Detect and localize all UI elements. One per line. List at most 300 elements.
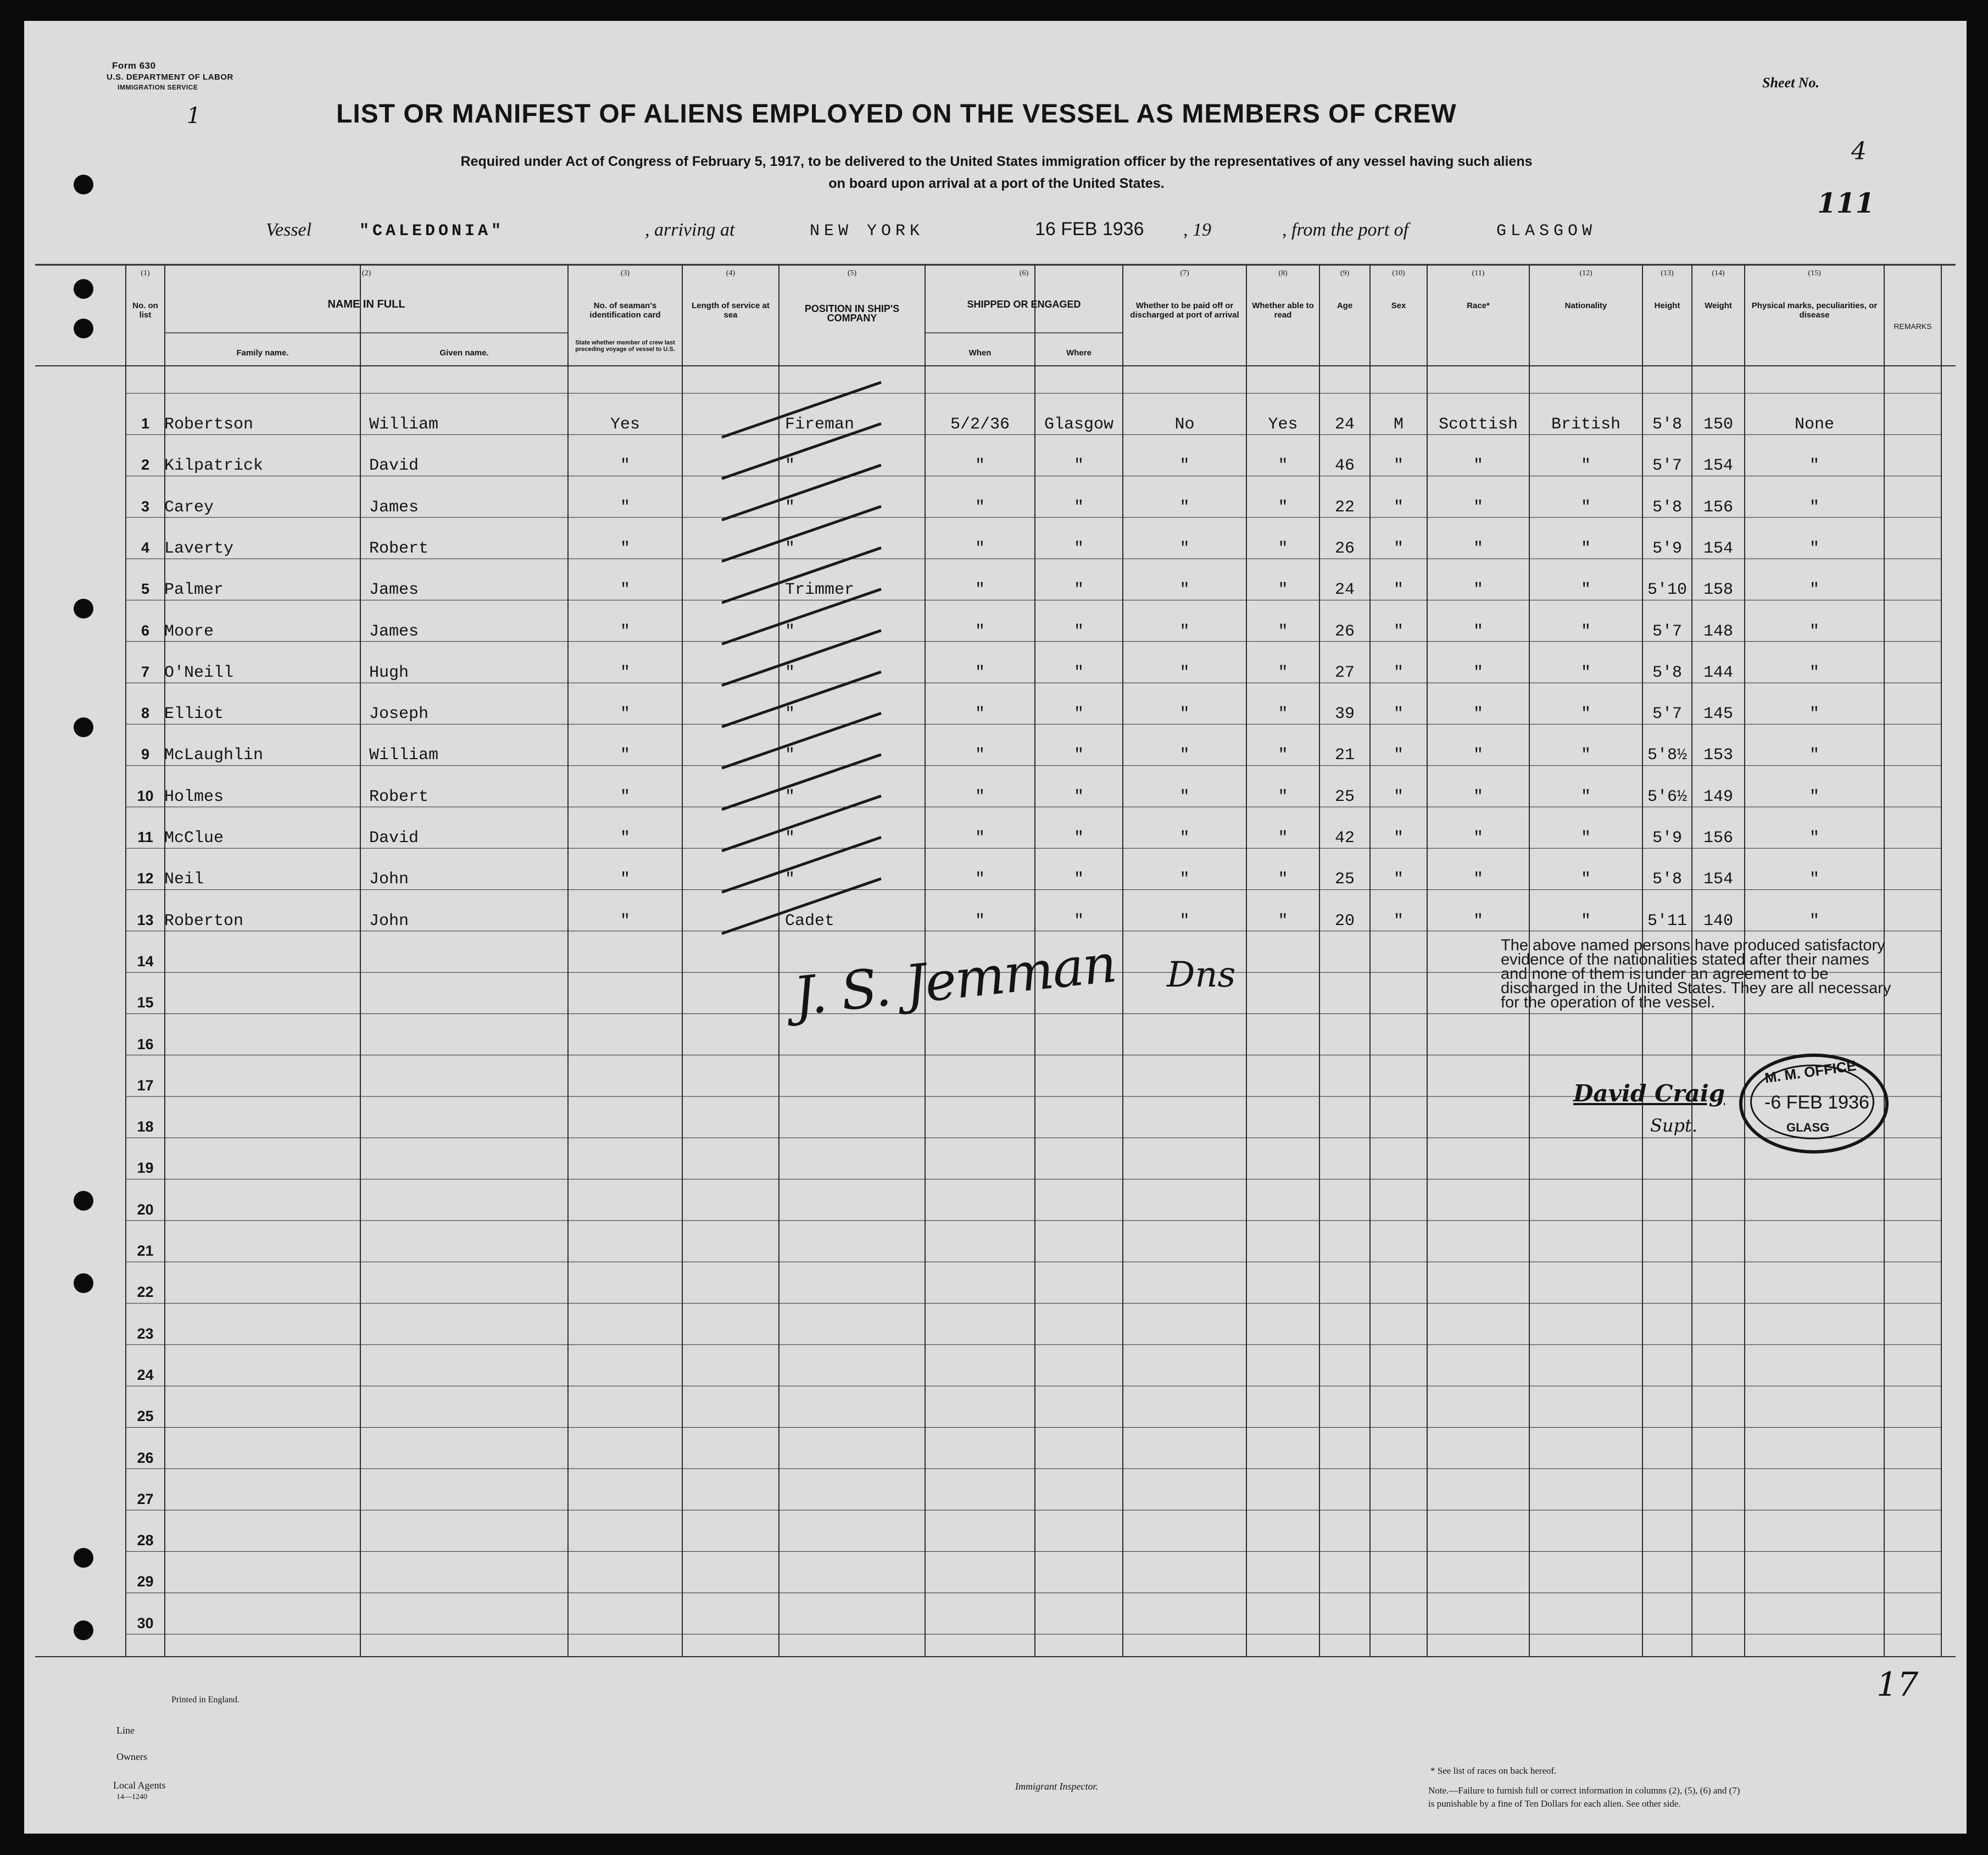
cell-prev: " <box>620 456 630 476</box>
officer-signature: David Craig <box>1573 1080 1725 1107</box>
cell-nat: " <box>1580 581 1591 600</box>
cell-race: " <box>1473 581 1483 600</box>
cell-when: " <box>974 539 985 558</box>
cell-paid: " <box>1179 911 1190 931</box>
column-header: No. on list <box>132 301 158 320</box>
cell-where: " <box>1073 456 1084 476</box>
cell-read: " <box>1278 581 1288 600</box>
row-number: 4 <box>141 539 150 556</box>
cell-sex: M <box>1393 415 1404 434</box>
cell-weight: 149 <box>1703 787 1733 806</box>
cell-sex: " <box>1393 539 1404 558</box>
cell-marks: " <box>1809 581 1819 600</box>
cell-read: " <box>1278 663 1288 682</box>
cell-when: " <box>974 622 985 641</box>
cell-where: " <box>1073 870 1084 889</box>
row-number: 29 <box>137 1573 154 1590</box>
cell-given: Robert <box>369 539 429 558</box>
row-number: 16 <box>137 1035 154 1052</box>
cell-paid: " <box>1179 870 1190 889</box>
sheet-label: Sheet No. <box>1762 75 1819 91</box>
from-label: , from the port of <box>1282 220 1409 240</box>
cell-nat: British <box>1551 415 1621 434</box>
cell-when: " <box>974 705 985 724</box>
printed-note: Printed in England. <box>171 1695 240 1704</box>
cell-age: 21 <box>1334 746 1355 765</box>
punch-hole <box>74 175 93 194</box>
cell-weight: 150 <box>1703 415 1733 434</box>
cell-sex: " <box>1393 498 1404 517</box>
cell-when: " <box>974 746 985 765</box>
cell-family: Neil <box>164 870 204 889</box>
column-number: (4) <box>726 269 736 277</box>
cell-where: " <box>1073 829 1084 848</box>
cell-family: Carey <box>164 498 214 517</box>
cell-marks: " <box>1809 746 1819 765</box>
cell-marks: " <box>1809 539 1819 558</box>
cell-age: 27 <box>1334 663 1355 682</box>
cell-weight: 154 <box>1703 456 1733 476</box>
cell-position: " <box>785 622 795 641</box>
cell-position: " <box>785 870 795 889</box>
cell-height: 5'8 <box>1652 498 1682 517</box>
row-number: 5 <box>141 581 150 598</box>
cell-where: " <box>1073 539 1084 558</box>
cell-position: " <box>785 829 795 848</box>
cell-where: " <box>1073 498 1084 517</box>
penalty-note-2: is punishable by a fine of Ten Dollars for each alien. See other side. <box>1428 1798 1681 1809</box>
punch-hole <box>74 1273 93 1293</box>
cell-weight: 156 <box>1703 829 1733 848</box>
cell-position: " <box>785 705 795 724</box>
cell-nat: " <box>1580 705 1591 724</box>
cell-position: " <box>785 456 795 476</box>
subheader-when: When <box>968 348 992 358</box>
manifest-sheet <box>24 21 1967 1834</box>
cell-prev: " <box>620 829 630 848</box>
cell-sex: " <box>1393 622 1404 641</box>
cell-sex: " <box>1393 787 1404 806</box>
row-number: 3 <box>141 498 150 515</box>
cell-prev: " <box>620 787 630 806</box>
cell-when: " <box>974 870 985 889</box>
row-number: 30 <box>137 1614 154 1631</box>
cell-height: 5'9 <box>1652 829 1682 848</box>
cell-read: " <box>1278 829 1288 848</box>
row-number: 21 <box>137 1243 154 1259</box>
cell-sex: " <box>1393 663 1404 682</box>
cell-marks: " <box>1809 663 1819 682</box>
column-header: No. of seaman's identification card <box>589 301 661 320</box>
column-number: (8) <box>1278 269 1288 277</box>
cell-nat: " <box>1580 539 1591 558</box>
cell-where: " <box>1073 787 1084 806</box>
cell-age: 26 <box>1334 539 1355 558</box>
cell-marks: " <box>1809 622 1819 641</box>
cell-read: " <box>1278 787 1288 806</box>
row-number: 11 <box>137 829 153 845</box>
cell-prev: " <box>620 705 630 724</box>
cell-read: " <box>1278 746 1288 765</box>
cell-nat: " <box>1580 829 1591 848</box>
cell-paid: " <box>1179 787 1190 806</box>
column-note: State whether member of crew last preceding voyage of vessel to U.S. <box>575 339 675 353</box>
cell-age: 39 <box>1334 705 1355 724</box>
page-number: 17 <box>1876 1665 1919 1704</box>
cell-where: " <box>1073 705 1084 724</box>
cell-prev: " <box>620 911 630 931</box>
cell-read: " <box>1278 870 1288 889</box>
column-number: (15) <box>1808 269 1821 277</box>
cell-nat: " <box>1580 911 1591 931</box>
cell-age: 24 <box>1334 581 1355 600</box>
cell-weight: 158 <box>1703 581 1733 600</box>
cell-race: " <box>1473 829 1483 848</box>
owners-label: Owners <box>116 1751 147 1762</box>
year-label: , 19 <box>1183 220 1211 240</box>
cell-age: 22 <box>1334 498 1355 517</box>
cell-paid: " <box>1179 663 1190 682</box>
cell-nat: " <box>1580 746 1591 765</box>
cell-given: William <box>369 415 439 434</box>
punch-hole <box>74 319 93 338</box>
cell-race: " <box>1473 746 1483 765</box>
cell-family: Holmes <box>164 787 224 806</box>
cell-paid: " <box>1179 498 1190 517</box>
cell-where: " <box>1073 746 1084 765</box>
cell-given: James <box>369 498 419 517</box>
page-title: LIST OR MANIFEST OF ALIENS EMPLOYED ON THE VESSEL AS MEMBERS OF CREW <box>336 99 1457 129</box>
cell-age: 42 <box>1334 829 1355 848</box>
column-header: Nationality <box>1564 301 1607 310</box>
stamp-date: -6 FEB 1936 <box>1764 1092 1869 1113</box>
subheader-where: Where <box>1066 348 1092 358</box>
cell-family: Kilpatrick <box>164 456 264 476</box>
sheet-number: 4 <box>1851 137 1867 165</box>
column-number: (10) <box>1392 269 1405 277</box>
column-number: (6) <box>1019 269 1029 277</box>
arrival-date-stamp: 16 FEB 1936 <box>1035 219 1144 239</box>
stamp-bottom-text: GLASG <box>1786 1121 1830 1134</box>
column-header: Whether able to read <box>1252 301 1314 320</box>
row-number: 24 <box>137 1366 154 1383</box>
cell-given: William <box>369 746 439 765</box>
cell-prev: " <box>620 622 630 641</box>
subheader-family-name: Family name. <box>236 348 289 358</box>
cell-where: " <box>1073 911 1084 931</box>
row-number: 1 <box>141 415 150 432</box>
cell-paid: " <box>1179 581 1190 600</box>
arrival-port: NEW YORK <box>810 222 925 241</box>
cell-age: 25 <box>1334 870 1355 889</box>
cell-given: James <box>369 622 419 641</box>
office-stamp <box>1739 1054 1889 1154</box>
cell-prev: " <box>620 498 630 517</box>
cell-sex: " <box>1393 911 1404 931</box>
cell-height: 5'7 <box>1652 705 1682 724</box>
cell-when: " <box>974 581 985 600</box>
subtitle-line-2: on board upon arrival at a port of the United States. <box>828 176 1165 191</box>
cell-read: " <box>1278 911 1288 931</box>
cell-marks: " <box>1809 456 1819 476</box>
cell-paid: " <box>1179 539 1190 558</box>
cell-position: Trimmer <box>785 581 855 600</box>
cell-paid: " <box>1179 705 1190 724</box>
inspector-label: Immigrant Inspector. <box>1015 1781 1098 1792</box>
punch-hole <box>74 1191 93 1211</box>
cell-marks: " <box>1809 705 1819 724</box>
penalty-note-1: Note.—Failure to furnish full or correct information in columns (2), (5), (6) and (7) <box>1428 1785 1740 1796</box>
cell-race: " <box>1473 539 1483 558</box>
cell-given: Hugh <box>369 663 409 682</box>
row-number: 14 <box>137 952 154 970</box>
row-number: 19 <box>137 1160 154 1177</box>
cell-family: Laverty <box>164 539 234 558</box>
cell-marks: " <box>1809 787 1819 806</box>
cell-height: 5'8 <box>1652 415 1682 434</box>
handwritten-number: 111 <box>1817 187 1875 219</box>
cell-weight: 156 <box>1703 498 1733 517</box>
cell-read: Yes <box>1268 415 1298 434</box>
cell-family: Palmer <box>164 581 224 600</box>
cell-read: " <box>1278 622 1288 641</box>
column-header: Sex <box>1391 301 1406 310</box>
cell-race: " <box>1473 787 1483 806</box>
cell-marks: " <box>1809 829 1819 848</box>
punch-hole <box>74 1548 93 1568</box>
form-number: Form 630 <box>112 60 156 71</box>
cell-height: 5'8 <box>1652 663 1682 682</box>
column-header: Age <box>1337 301 1353 310</box>
cell-given: John <box>369 870 409 889</box>
cell-sex: " <box>1393 456 1404 476</box>
cell-height: 5'9 <box>1652 539 1682 558</box>
cell-given: Joseph <box>369 705 429 724</box>
cell-age: 26 <box>1334 622 1355 641</box>
cell-family: McLaughlin <box>164 746 264 765</box>
punch-hole <box>74 1620 93 1640</box>
row-number: 13 <box>137 911 154 928</box>
cell-paid: " <box>1179 622 1190 641</box>
cell-given: Robert <box>369 787 429 806</box>
row-number: 15 <box>137 994 154 1011</box>
cell-marks: " <box>1809 870 1819 889</box>
cell-position: Fireman <box>785 415 855 434</box>
cell-weight: 153 <box>1703 746 1733 765</box>
column-header: Whether to be paid off or discharged at port of arrival <box>1130 301 1239 320</box>
column-header: REMARKS <box>1894 322 1932 331</box>
column-number: (12) <box>1579 269 1592 277</box>
cell-family: McClue <box>164 829 224 848</box>
column-header: Length of service at sea <box>692 301 770 320</box>
cell-family: O'Neill <box>164 663 234 682</box>
page-mark: 1 <box>187 103 201 129</box>
cell-weight: 148 <box>1703 622 1733 641</box>
cell-family: Roberton <box>164 911 244 931</box>
cell-read: " <box>1278 705 1288 724</box>
certification-text: The above named persons have produced satisfactory evidence of the nationalities stated after their names and none of them is under an agreement to be discharged in the United States. They are all necessary for the operation of the vessel. <box>1501 937 1891 1011</box>
cell-sex: " <box>1393 829 1404 848</box>
cell-when: 5/2/36 <box>950 415 1010 434</box>
cell-given: David <box>369 456 419 476</box>
cell-race: " <box>1473 911 1483 931</box>
column-header: SHIPPED OR ENGAGED <box>967 299 1081 310</box>
cell-read: " <box>1278 456 1288 476</box>
department-name: U.S. DEPARTMENT OF LABOR <box>107 73 233 82</box>
row-number: 2 <box>141 456 150 474</box>
form-code: 14—1240 <box>116 1793 147 1801</box>
cell-paid: " <box>1179 456 1190 476</box>
punch-hole <box>74 599 93 619</box>
column-number: (5) <box>847 269 857 277</box>
cell-nat: " <box>1580 456 1591 476</box>
punch-hole <box>74 279 93 299</box>
row-number: 17 <box>137 1077 154 1094</box>
cell-height: 5'11 <box>1647 911 1687 931</box>
officer-title: Supt. <box>1650 1115 1698 1136</box>
cell-race: " <box>1473 870 1483 889</box>
cell-when: " <box>974 663 985 682</box>
cell-marks: " <box>1809 911 1819 931</box>
cell-family: Moore <box>164 622 214 641</box>
cell-family: Elliot <box>164 705 224 724</box>
cell-marks: None <box>1794 415 1834 434</box>
row-number: 18 <box>137 1118 154 1135</box>
cell-paid: " <box>1179 746 1190 765</box>
cell-height: 5'7 <box>1652 456 1682 476</box>
row-number: 7 <box>141 663 150 680</box>
cell-position: " <box>785 498 795 517</box>
cell-read: " <box>1278 498 1288 517</box>
cell-sex: " <box>1393 581 1404 600</box>
column-header: Physical marks, peculiarities, or disease <box>1751 301 1878 320</box>
cell-when: " <box>974 456 985 476</box>
cell-when: " <box>974 787 985 806</box>
row-number: 8 <box>141 705 150 722</box>
punch-hole <box>74 717 93 737</box>
cell-weight: 154 <box>1703 539 1733 558</box>
cell-race: " <box>1473 456 1483 476</box>
row-number: 22 <box>137 1284 154 1301</box>
cell-race: " <box>1473 622 1483 641</box>
cell-given: James <box>369 581 419 600</box>
column-header: Race* <box>1467 301 1490 310</box>
cell-nat: " <box>1580 498 1591 517</box>
column-header: Weight <box>1705 301 1732 310</box>
departure-port: GLASGOW <box>1496 222 1597 241</box>
service-name: IMMIGRATION SERVICE <box>118 83 198 91</box>
row-number: 23 <box>137 1325 154 1342</box>
cell-sex: " <box>1393 746 1404 765</box>
cell-nat: " <box>1580 870 1591 889</box>
subheader-given-name: Given name. <box>439 348 489 358</box>
cell-race: Scottish <box>1438 415 1518 434</box>
cell-weight: 144 <box>1703 663 1733 682</box>
cell-prev: " <box>620 581 630 600</box>
cell-read: " <box>1278 539 1288 558</box>
cell-age: 25 <box>1334 787 1355 806</box>
cell-prev: " <box>620 746 630 765</box>
cell-where: " <box>1073 622 1084 641</box>
arriving-label: , arriving at <box>645 220 735 240</box>
column-header: NAME IN FULL <box>327 298 405 310</box>
column-number: (7) <box>1180 269 1189 277</box>
cell-position: " <box>785 787 795 806</box>
subtitle-line-1: Required under Act of Congress of February 5, 1917, to be delivered to the United States immigration officer by the representatives of any vessel having such aliens <box>460 154 1533 169</box>
column-number: (1) <box>141 269 150 277</box>
cell-given: David <box>369 829 419 848</box>
cell-height: 5'10 <box>1647 581 1687 600</box>
cell-nat: " <box>1580 663 1591 682</box>
column-number: (14) <box>1712 269 1725 277</box>
cell-position: " <box>785 663 795 682</box>
races-note: * See list of races on back hereof. <box>1430 1765 1557 1776</box>
column-number: (3) <box>620 269 630 277</box>
cell-age: 46 <box>1334 456 1355 476</box>
cell-weight: 154 <box>1703 870 1733 889</box>
stamp-top-text: M. M. OFFICE <box>1763 1057 1857 1087</box>
cell-height: 5'6½ <box>1647 787 1687 806</box>
cell-weight: 140 <box>1703 911 1733 931</box>
column-header: Height <box>1654 301 1680 310</box>
cell-paid: " <box>1179 829 1190 848</box>
cell-height: 5'8½ <box>1647 746 1687 765</box>
column-header: POSITION IN SHIP'S COMPANY <box>804 303 900 324</box>
cell-race: " <box>1473 498 1483 517</box>
cell-race: " <box>1473 705 1483 724</box>
row-number: 6 <box>141 622 150 639</box>
column-number: (13) <box>1661 269 1674 277</box>
cell-position: Cadet <box>785 911 835 931</box>
master-signature: J. S. Jemman <box>790 932 1119 1028</box>
cell-height: 5'7 <box>1652 622 1682 641</box>
row-number: 25 <box>137 1408 154 1425</box>
cell-height: 5'8 <box>1652 870 1682 889</box>
cell-where: Glasgow <box>1044 415 1114 434</box>
cell-age: 20 <box>1334 911 1355 931</box>
cell-position: " <box>785 746 795 765</box>
cell-nat: " <box>1580 787 1591 806</box>
cell-sex: " <box>1393 870 1404 889</box>
line-label: Line <box>116 1725 135 1736</box>
cell-where: " <box>1073 581 1084 600</box>
cell-marks: " <box>1809 498 1819 517</box>
cell-sex: " <box>1393 705 1404 724</box>
row-number: 26 <box>137 1449 154 1466</box>
cell-when: " <box>974 498 985 517</box>
column-number: (2) <box>361 269 371 277</box>
agents-label: Local Agents <box>113 1780 166 1791</box>
cell-prev: " <box>620 539 630 558</box>
row-number: 10 <box>137 787 154 804</box>
cell-weight: 145 <box>1703 705 1733 724</box>
column-number: (9) <box>1340 269 1350 277</box>
cell-age: 24 <box>1334 415 1355 434</box>
row-number: 27 <box>137 1490 154 1507</box>
vessel-name: "CALEDONIA" <box>359 222 505 241</box>
cell-race: " <box>1473 663 1483 682</box>
cell-paid: No <box>1174 415 1195 434</box>
row-number: 9 <box>141 746 150 763</box>
vessel-label: Vessel <box>266 220 312 240</box>
cell-prev: Yes <box>610 415 640 434</box>
cell-family: Robertson <box>164 415 254 434</box>
cell-position: " <box>785 539 795 558</box>
row-number: 12 <box>137 870 154 887</box>
cell-nat: " <box>1580 622 1591 641</box>
cell-given: John <box>369 911 409 931</box>
cell-prev: " <box>620 870 630 889</box>
